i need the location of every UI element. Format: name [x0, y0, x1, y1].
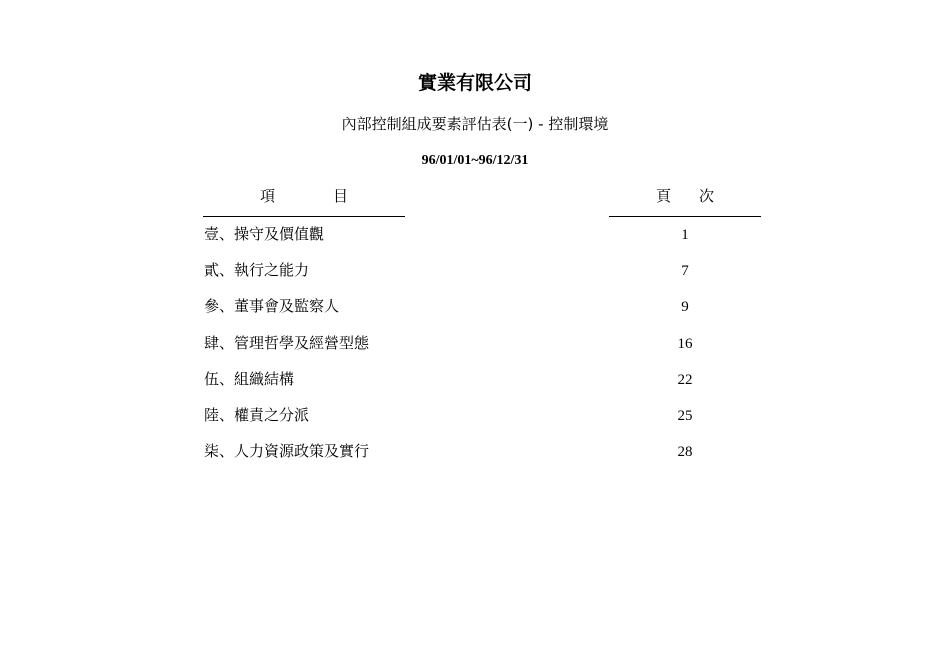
toc-row-page: 9 — [681, 299, 689, 316]
toc-row-page: 1 — [681, 227, 689, 243]
toc-row-title: 貳、執行之能力 — [204, 261, 310, 280]
toc-row-page: 28 — [677, 444, 693, 461]
column-header-page-first-char: 頁 — [655, 187, 671, 205]
column-header-page-second-char: 次 — [699, 187, 715, 205]
column-header-item — [203, 186, 405, 206]
column-header-item-second-char: 目 — [333, 187, 349, 205]
company-title: 實業有限公司 — [417, 72, 532, 94]
toc-row-page: 25 — [677, 407, 693, 424]
toc-row-title: 陸、權責之分派 — [204, 405, 310, 424]
header-underline-item — [203, 216, 405, 217]
toc-row-title: 柒、人力資源政策及實行 — [204, 442, 370, 461]
column-header-item-first-char: 項 — [259, 187, 275, 205]
toc-row-title: 參、董事會及監察人 — [204, 297, 340, 316]
toc-row-page: 16 — [677, 335, 693, 352]
period-range: 96/01/01~96/12/31 — [421, 153, 529, 168]
toc-row[interactable] — [0, 405, 950, 441]
toc-row-title: 壹、操守及價值觀 — [204, 225, 325, 243]
toc-row-title: 肆、管理哲學及經營型態 — [204, 333, 370, 352]
toc-row[interactable] — [0, 441, 950, 477]
column-header-page — [609, 186, 761, 206]
toc-row[interactable] — [0, 224, 950, 260]
toc-row[interactable] — [0, 296, 950, 332]
toc-row[interactable] — [0, 369, 950, 405]
toc-row-page: 22 — [677, 371, 693, 388]
toc-row-title: 伍、組織結構 — [204, 369, 295, 388]
toc-row[interactable] — [0, 260, 950, 296]
header-underline-page — [609, 216, 761, 217]
toc-row-page: 7 — [681, 263, 689, 280]
toc-row[interactable] — [0, 333, 950, 369]
toc-list — [0, 224, 950, 477]
form-subtitle: 內部控制組成要素評估表(一) - 控制環境 — [341, 115, 609, 133]
